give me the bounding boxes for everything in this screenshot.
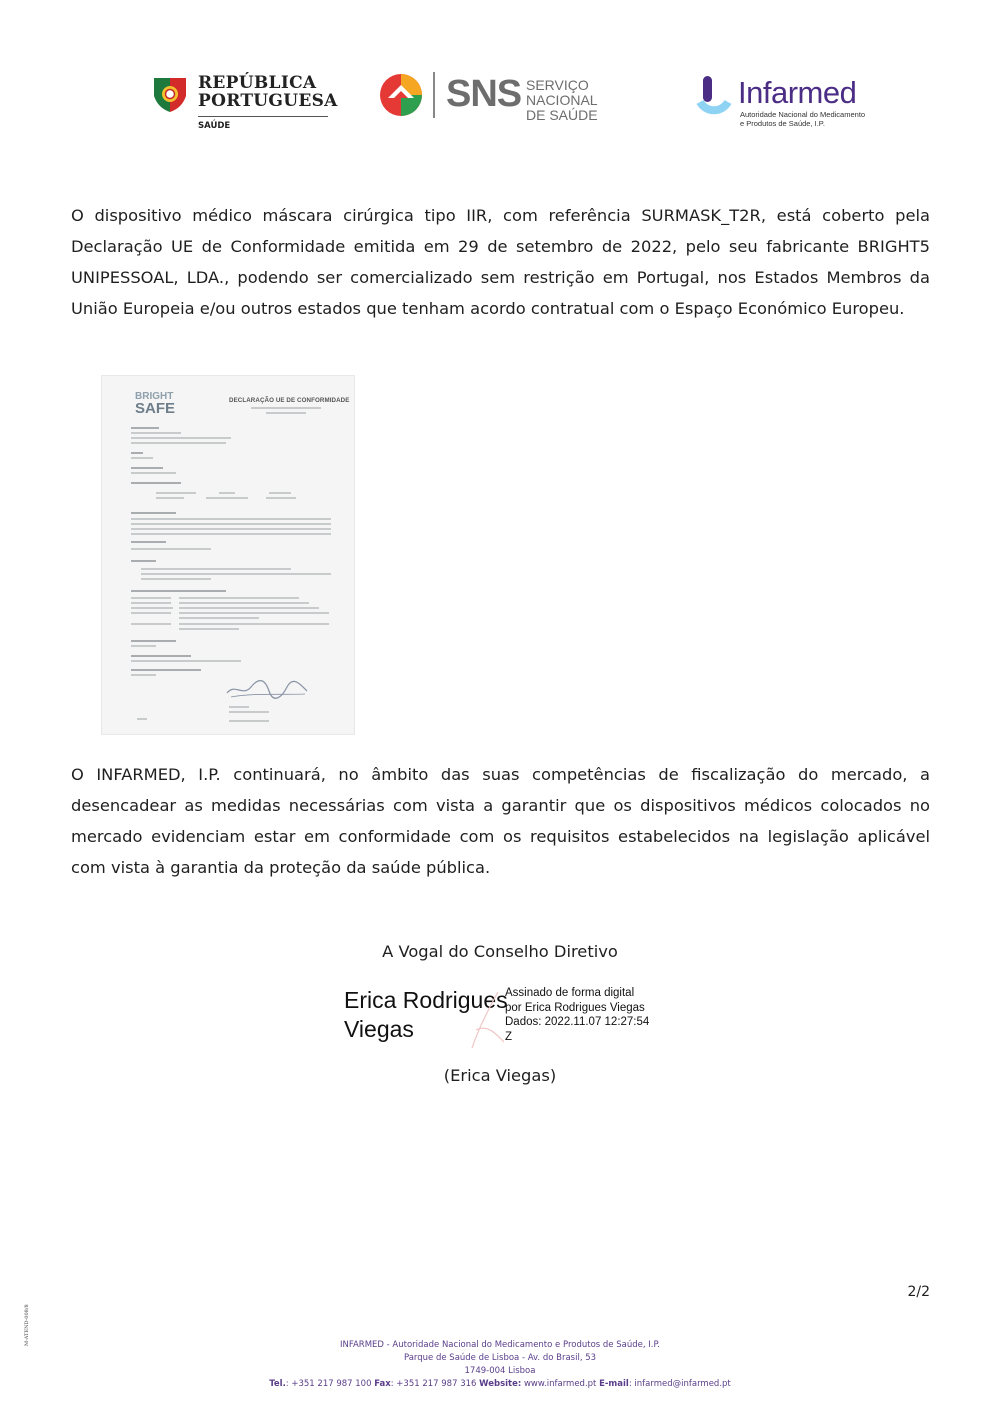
paragraph-conformity: O dispositivo médico máscara cirúrgica tipo IIR, com referência SURMASK_T2R, está coberto pela Declaração UE de Conformidade emitida em 29 de setembro de 2022, pelo seu fabricante BRIGHT5 UNIPESSOAL, LDA., podendo ser comercializado sem restrição em Portugal, nos Estados Membros da União Europeia e/ou outros estados que tenham acordo contratual com o Espaço Económico Europeu.: [71, 206, 930, 318]
footer-website-label: Website:: [479, 1379, 522, 1389]
republica-portuguesa-text: REPÚBLICA PORTUGUESA: [198, 73, 338, 111]
declaration-title: DECLARAÇÃO UE DE CONFORMIDADE: [229, 397, 350, 404]
portugal-emblem-icon: [150, 74, 190, 114]
paragraph-infarmed-supervision: O INFARMED, I.P. continuará, no âmbito das suas competências de fiscalização do mercado, a desencadear as medidas necessárias com vista a garantir que os dispositivos médicos colocados no mercado evidenciam estar em conformidade com os requisitos estabelecidos na legislação aplicável com vista à garantia da proteção da saúde pública.: [71, 765, 930, 877]
infarmed-wordmark: Infarmed: [738, 75, 857, 110]
infarmed-logo: [694, 72, 869, 132]
footer-email-link[interactable]: : infarmed@infarmed.pt: [628, 1379, 731, 1389]
infarmed-emblem-icon: [694, 74, 734, 120]
declaration-brand-top: BRIGHT: [135, 391, 174, 402]
footer-contacts: [0, 1378, 1000, 1390]
signer-name: (Erica Viegas): [443, 1066, 557, 1085]
footer-fax-label: Fax: [374, 1379, 391, 1389]
signatory-role: A Vogal do Conselho Diretivo: [382, 942, 618, 961]
declaration-brand-bottom: SAFE: [135, 400, 176, 417]
document-form-code: M-ATEND-008/8: [24, 1304, 30, 1346]
sns-emblem-icon: [378, 72, 424, 118]
footer-website-link[interactable]: www.infarmed.pt: [521, 1379, 597, 1389]
infarmed-subtitle: Autoridade Nacional do Medicamento e Produtos de Saúde, I.P.: [740, 110, 866, 128]
digital-signature-name: Erica Rodrigues Viegas: [344, 987, 508, 1042]
sns-divider: [433, 72, 435, 118]
footer-tel-label: Tel.: [269, 1379, 286, 1389]
declaration-signature-icon: [221, 675, 311, 703]
eu-declaration-image: [101, 375, 355, 735]
digital-signature-details: Assinado de forma digital por Erica Rodrigues Viegas Dados: 2022.11.07 12:27:54 Z: [505, 987, 650, 1043]
sns-full-name: SERVIÇO NACIONAL DE SAÚDE: [526, 77, 598, 123]
footer-address: Parque de Saúde de Lisboa - Av. do Brasil, 53: [403, 1353, 597, 1363]
republica-portuguesa-logo: [150, 70, 338, 134]
footer-email-label: E-mail: [599, 1379, 629, 1389]
footer-fax-value: : +351 217 987 316: [390, 1379, 477, 1389]
sns-acronym: SNS: [446, 73, 522, 115]
footer-tel-value: : +351 217 987 100: [285, 1379, 372, 1389]
page-number: 2/2: [907, 1284, 930, 1300]
footer-postal-code: 1749-004 Lisboa: [464, 1366, 536, 1376]
sns-logo: [378, 70, 648, 123]
republica-divider: [198, 116, 328, 117]
republica-saude-label: SAÚDE: [198, 121, 231, 131]
footer-organization: INFARMED - Autoridade Nacional do Medicamento e Produtos de Saúde, I.P.: [340, 1340, 660, 1350]
